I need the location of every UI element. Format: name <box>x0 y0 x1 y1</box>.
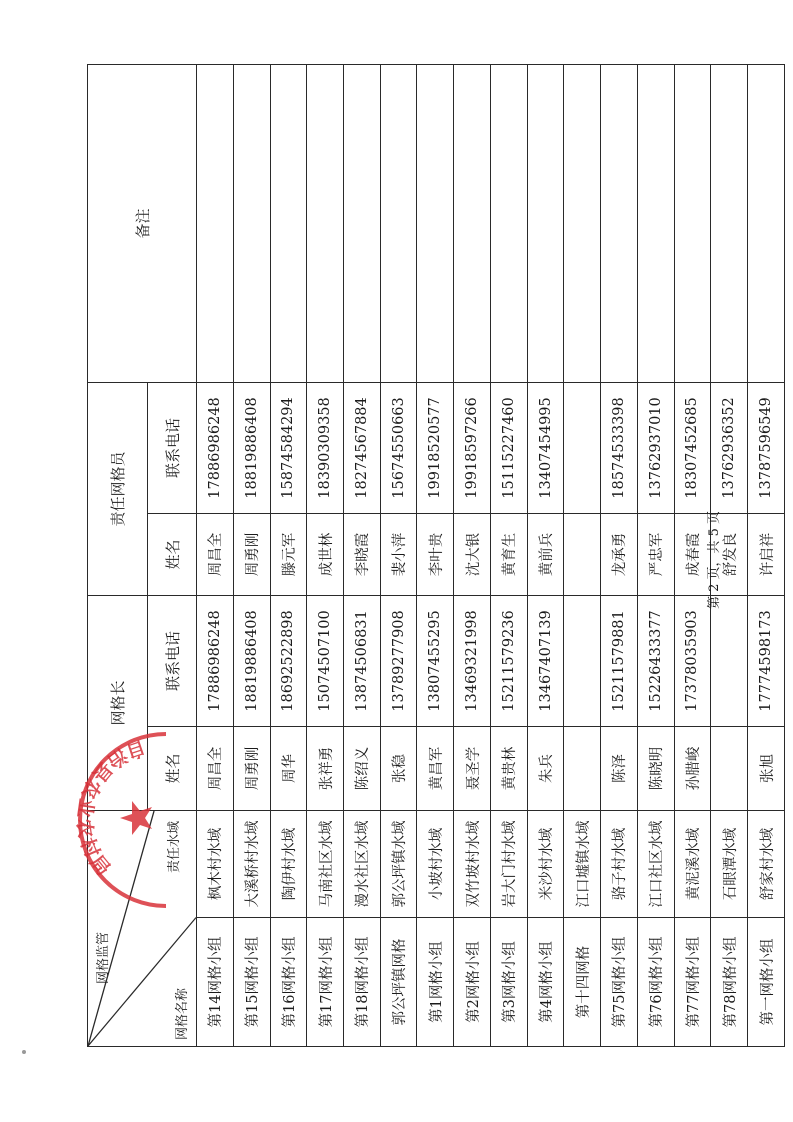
table-row <box>417 64 454 1046</box>
water-area-cell: 大溪桥村水域 <box>233 811 270 918</box>
leader-phone-cell: 18692522898 <box>270 595 307 726</box>
grid-name-cell: 第2网格小组 <box>454 918 491 1047</box>
leader-phone-cell: 17378035903 <box>674 595 711 726</box>
table-row <box>380 64 417 1046</box>
table-row <box>454 64 491 1046</box>
remark-cell <box>674 64 711 382</box>
leader-phone-cell: 17774598173 <box>748 595 785 726</box>
official-seal <box>72 730 183 910</box>
member-phone-cell: 18390309358 <box>307 382 344 513</box>
member-phone-cell: 18819886408 <box>233 382 270 513</box>
leader-name-cell: 聂圣学 <box>454 727 491 811</box>
water-area-cell: 陶伊村水域 <box>270 811 307 918</box>
water-area-cell: 江口社区水域 <box>637 811 674 918</box>
grid-name-cell: 第18网格小组 <box>343 918 380 1047</box>
remark-cell <box>417 64 454 382</box>
leader-name-cell: 周华 <box>270 727 307 811</box>
member-name-cell: 黄前兵 <box>527 513 564 595</box>
table-row <box>490 64 527 1046</box>
water-area-cell: 漫水社区水域 <box>343 811 380 918</box>
remark-cell <box>197 64 234 382</box>
water-area-cell: 小坡村水域 <box>417 811 454 918</box>
member-phone-cell: 13407454995 <box>527 382 564 513</box>
member-name-cell: 严忠军 <box>637 513 674 595</box>
leader-name-cell: 陈绍义 <box>343 727 380 811</box>
header-grid-leader: 网格长 <box>88 595 148 810</box>
svg-text:自治县农业农村局: 自治县农业农村局 <box>72 735 149 883</box>
header-leader-name: 姓名 <box>148 727 197 811</box>
member-name-cell: 李晓霞 <box>343 513 380 595</box>
water-area-cell: 岩大门村水域 <box>490 811 527 918</box>
grid-name-cell: 第4网格小组 <box>527 918 564 1047</box>
member-name-cell: 周昌全 <box>197 513 234 595</box>
grid-name-cell: 第77网格小组 <box>674 918 711 1047</box>
leader-name-cell: 黄贵林 <box>490 727 527 811</box>
remark-cell <box>748 64 785 382</box>
water-area-cell: 米沙村水域 <box>527 811 564 918</box>
member-phone-cell: 18574533398 <box>601 382 638 513</box>
grid-name-cell: 第17网格小组 <box>307 918 344 1047</box>
water-area-cell: 双竹坡村水域 <box>454 811 491 918</box>
member-phone-cell: 15115227460 <box>490 382 527 513</box>
grid-name-cell: 第十四网格 <box>564 918 601 1047</box>
water-grid-table <box>87 64 785 1047</box>
leader-phone-cell: 18819886408 <box>233 595 270 726</box>
member-phone-cell: 13762936352 <box>711 382 748 513</box>
grid-name-cell: 第75网格小组 <box>601 918 638 1047</box>
leader-name-cell: 张稳 <box>380 727 417 811</box>
member-name-cell: 龙承勇 <box>601 513 638 595</box>
remark-cell <box>601 64 638 382</box>
member-name-cell: 李叶贵 <box>417 513 454 595</box>
member-name-cell: 周勇刚 <box>233 513 270 595</box>
header-leader-phone: 联系电话 <box>148 595 197 726</box>
table-row <box>270 64 307 1046</box>
member-name-cell: 成春霞 <box>674 513 711 595</box>
leader-name-cell: 张祥勇 <box>307 727 344 811</box>
remark-cell <box>564 64 601 382</box>
leader-name-cell: 陈泽 <box>601 727 638 811</box>
remark-cell <box>454 64 491 382</box>
grid-name-cell: 第14网格小组 <box>197 918 234 1047</box>
table-row <box>637 64 674 1046</box>
leader-phone-cell: 13469321998 <box>454 595 491 726</box>
remark-cell <box>343 64 380 382</box>
leader-name-cell: 黄昌军 <box>417 727 454 811</box>
grid-name-cell: 第16网格小组 <box>270 918 307 1047</box>
table-row <box>233 64 270 1046</box>
remark-cell <box>270 64 307 382</box>
member-name-cell <box>564 513 601 595</box>
leader-name-cell: 张旭 <box>748 727 785 811</box>
header-member-name: 姓名 <box>148 513 197 595</box>
leader-phone-cell: 13789277908 <box>380 595 417 726</box>
header-remark: 备注 <box>88 64 197 382</box>
water-area-cell: 黄泥溪水域 <box>674 811 711 918</box>
leader-phone-cell: 15211579236 <box>490 595 527 726</box>
member-phone-cell: 13762937010 <box>637 382 674 513</box>
leader-name-cell: 周勇刚 <box>233 727 270 811</box>
member-name-cell: 舒发良 <box>711 513 748 595</box>
member-phone-cell: 13787596549 <box>748 382 785 513</box>
member-phone-cell: 15674550663 <box>380 382 417 513</box>
water-area-cell: 舒家村水域 <box>748 811 785 918</box>
remark-cell <box>527 64 564 382</box>
member-phone-cell: 15874584294 <box>270 382 307 513</box>
leader-phone-cell: 13807455295 <box>417 595 454 726</box>
scan-mark <box>22 1050 26 1054</box>
leader-name-cell: 朱兵 <box>527 727 564 811</box>
member-phone-cell: 18307452685 <box>674 382 711 513</box>
member-name-cell: 沈大银 <box>454 513 491 595</box>
leader-phone-cell: 17886986248 <box>197 595 234 726</box>
leader-phone-cell: 13467407139 <box>527 595 564 726</box>
member-phone-cell: 17886986248 <box>197 382 234 513</box>
leader-phone-cell: 13874506831 <box>343 595 380 726</box>
member-name-cell: 滕元军 <box>270 513 307 595</box>
diag-label-water-area: 责任水域 <box>167 821 183 874</box>
water-area-cell: 枫木村水域 <box>197 811 234 918</box>
leader-name-cell: 周昌全 <box>197 727 234 811</box>
table-row <box>527 64 564 1046</box>
leader-phone-cell: 15211579881 <box>601 595 638 726</box>
grid-name-cell: 郭公坪镇网格 <box>380 918 417 1047</box>
rotated-page <box>87 65 785 1047</box>
leader-phone-cell <box>711 595 748 726</box>
table-row <box>564 64 601 1046</box>
leader-name-cell <box>711 727 748 811</box>
page-number: 第 2 页，共 5 页 <box>707 510 722 610</box>
water-area-cell: 马南社区水域 <box>307 811 344 918</box>
remark-cell <box>307 64 344 382</box>
table-row <box>197 64 234 1046</box>
member-phone-cell <box>564 382 601 513</box>
water-area-cell: 郭公坪镇水域 <box>380 811 417 918</box>
remark-cell <box>711 64 748 382</box>
water-area-cell: 石眼潭水域 <box>711 811 748 918</box>
member-phone-cell: 19918597266 <box>454 382 491 513</box>
member-name-cell: 成世林 <box>307 513 344 595</box>
leader-phone-cell: 15226433377 <box>637 595 674 726</box>
remark-cell <box>380 64 417 382</box>
table-row <box>307 64 344 1046</box>
grid-name-cell: 第76网格小组 <box>637 918 674 1047</box>
member-phone-cell: 18274567884 <box>343 382 380 513</box>
table-row <box>601 64 638 1046</box>
member-name-cell: 黄育生 <box>490 513 527 595</box>
grid-name-cell: 第3网格小组 <box>490 918 527 1047</box>
leader-name-cell: 陈晓明 <box>637 727 674 811</box>
grid-name-cell: 第78网格小组 <box>711 918 748 1047</box>
diag-label-grid-name: 网格名称 <box>175 987 191 1040</box>
table-row <box>343 64 380 1046</box>
grid-name-cell: 第15网格小组 <box>233 918 270 1047</box>
remark-cell <box>490 64 527 382</box>
leader-phone-cell: 15074507100 <box>307 595 344 726</box>
member-phone-cell: 19918520577 <box>417 382 454 513</box>
header-grid-member: 责任网格员 <box>88 382 148 595</box>
grid-name-cell: 第1网格小组 <box>417 918 454 1047</box>
header-member-phone: 联系电话 <box>148 382 197 513</box>
leader-name-cell <box>564 727 601 811</box>
diag-label-supervision: 网格监管 <box>96 931 111 984</box>
table-row <box>748 64 785 1046</box>
leader-phone-cell <box>564 595 601 726</box>
member-name-cell: 许启祥 <box>748 513 785 595</box>
leader-name-cell: 孙腊峻 <box>674 727 711 811</box>
remark-cell <box>233 64 270 382</box>
water-area-cell: 江口墟镇水域 <box>564 811 601 918</box>
member-name-cell: 裴小萍 <box>380 513 417 595</box>
remark-cell <box>637 64 674 382</box>
grid-name-cell: 第一网格小组 <box>748 918 785 1047</box>
water-area-cell: 骆子村水域 <box>601 811 638 918</box>
